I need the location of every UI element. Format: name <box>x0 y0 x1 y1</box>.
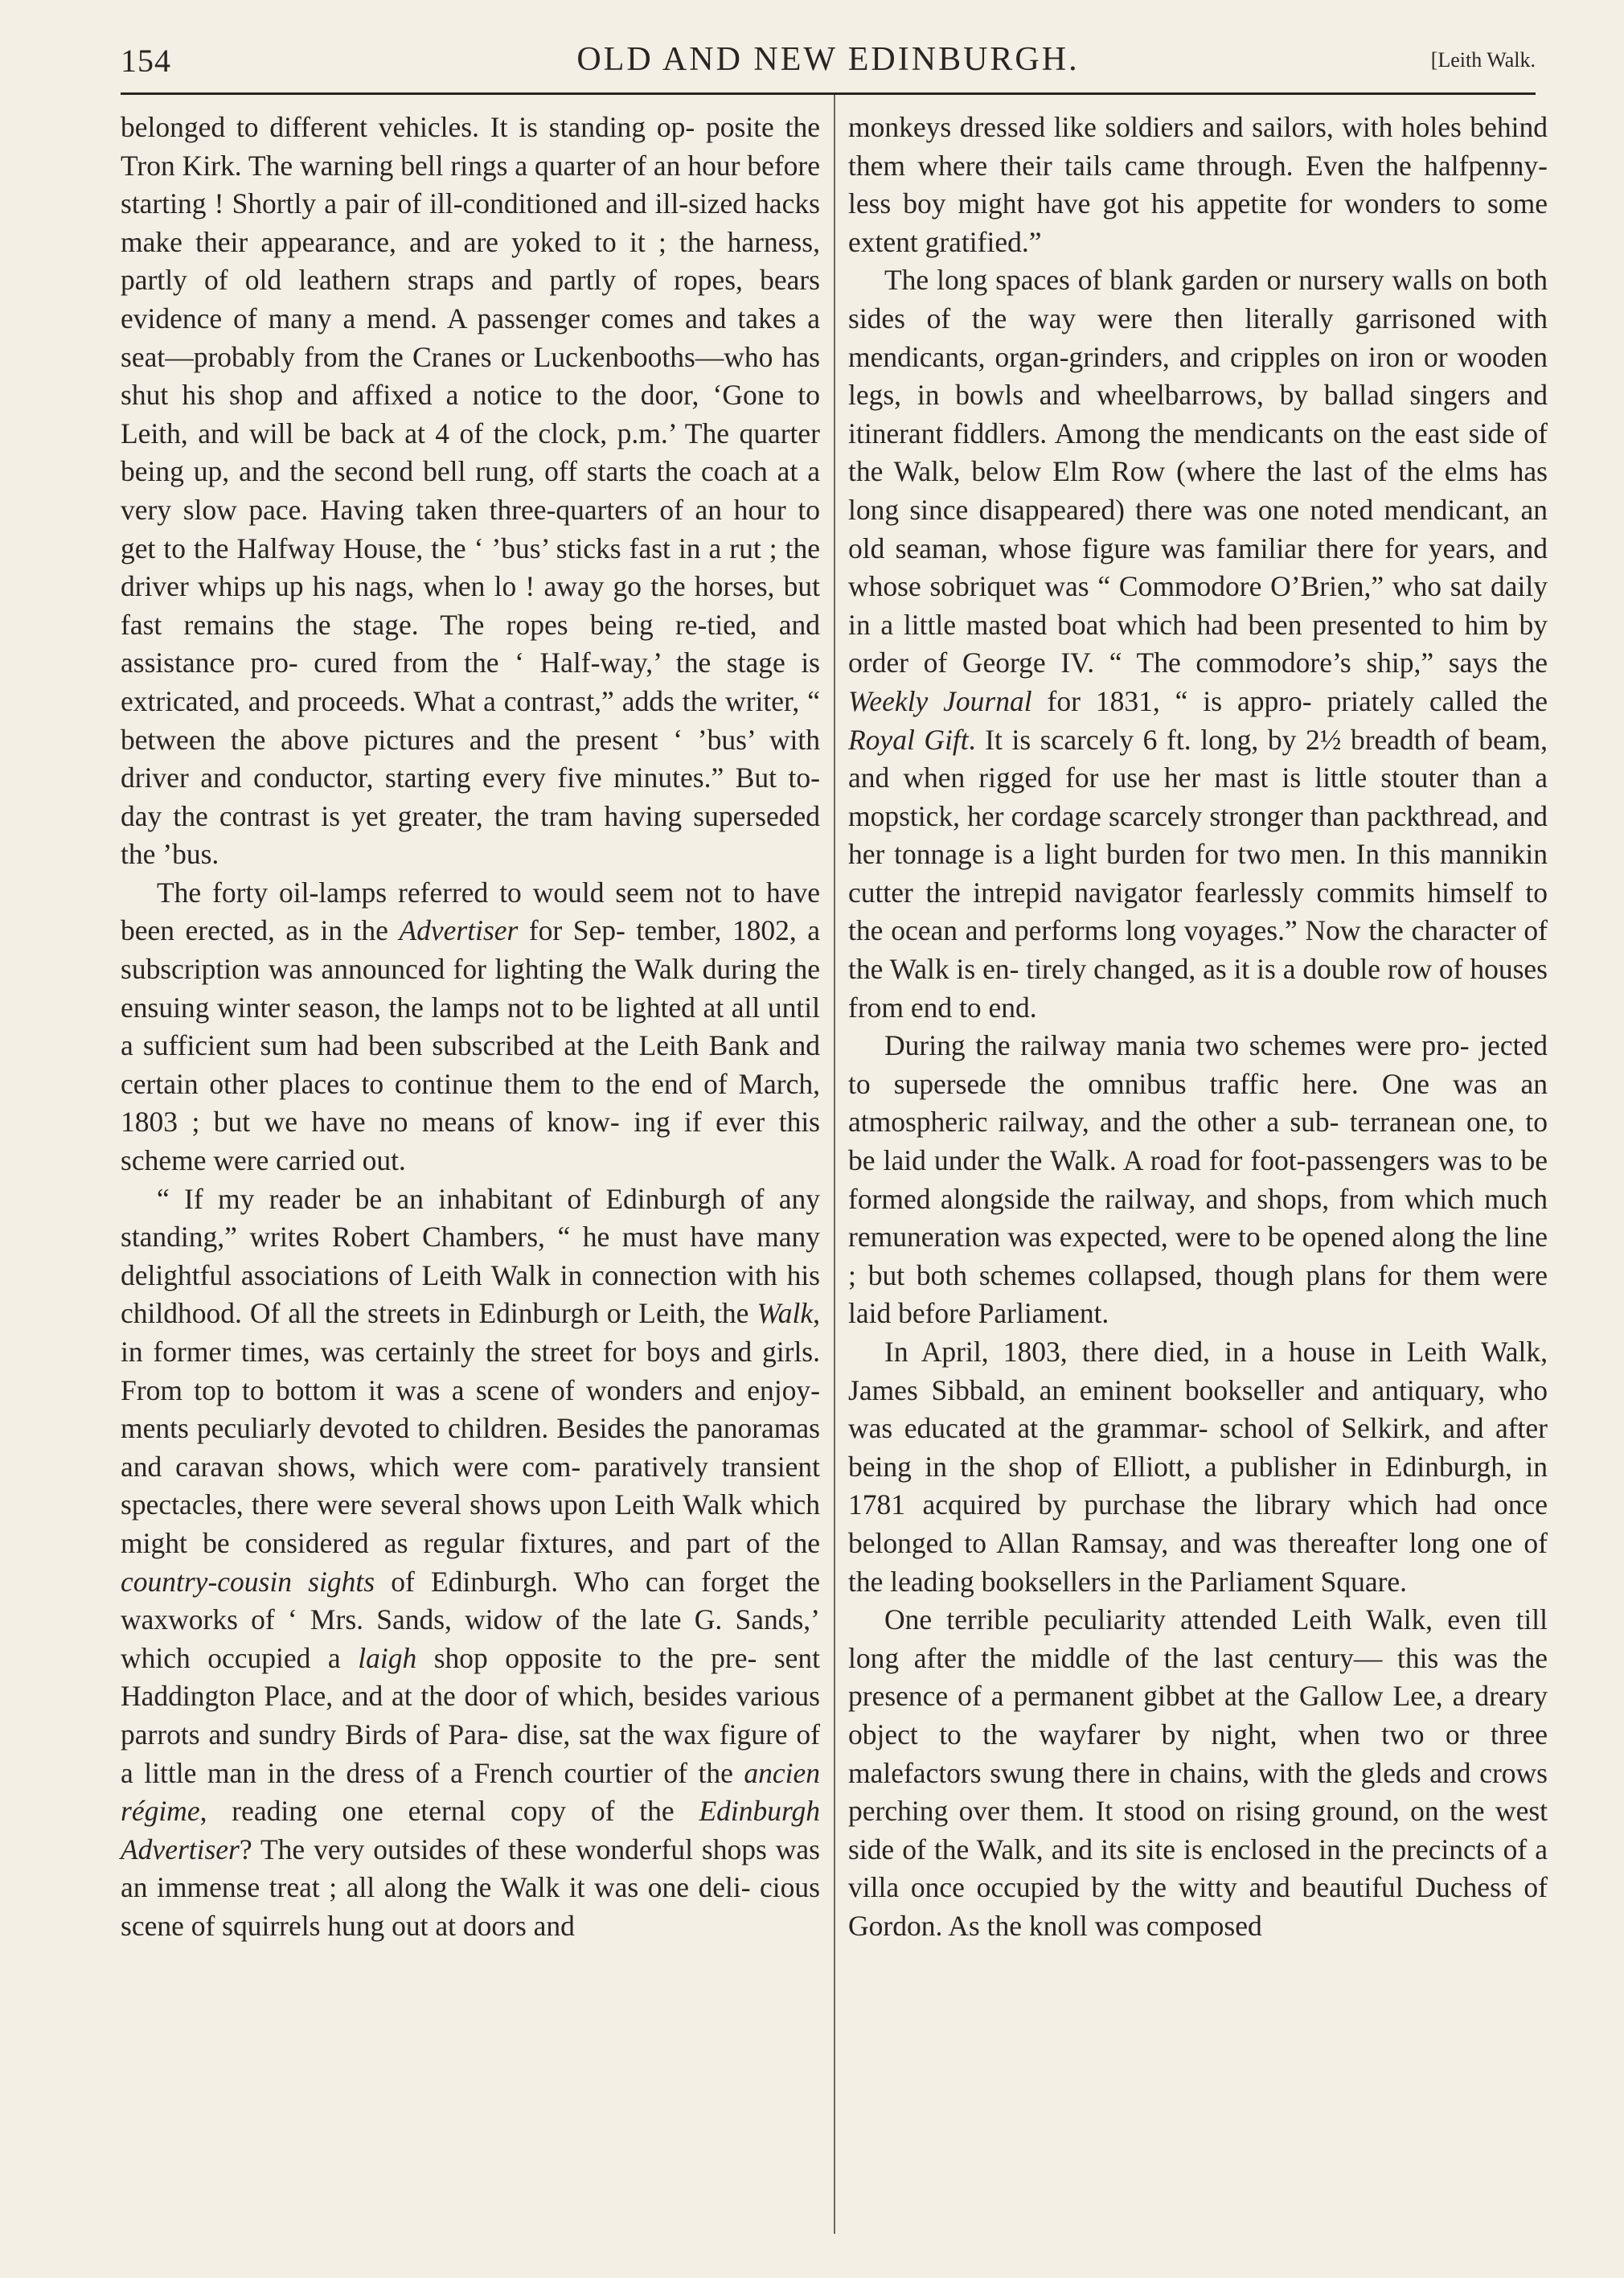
header-rule <box>121 92 1536 95</box>
paragraph: “ If my reader be an inhabitant of Edinburgh of any standing,” writes Robert Chambers, “ he must have many delightful associations of Leith Walk in connection with his childhood. Of all the streets in Edinburgh or Leith, the Walk, in former times, was certainly the street for boys and girls. From top to bottom it was a scene of wonders and enjoy- ments peculiarly devoted to children. Besides the panoramas and caravan shows, which were com- paratively transient spectacles, there were several shows upon Leith Walk which might be considered as regular fixtures, and part of the country-cousin sights of Edinburgh. Who can forget the waxworks of ‘ Mrs. Sands, widow of the late G. Sands,’ which occupied a laigh shop opposite to the pre- sent Haddington Place, and at the door of which, besides various parrots and sundry Birds of Para- dise, sat the wax figure of a little man in the dress of a French courtier of the ancien régime, reading one eternal copy of the Edinburgh Advertiser? The very outsides of these wonderful shops was an immense treat ; all along the Walk it was one deli- cious scene of squirrels hung out at doors and <box>121 1182 821 1942</box>
running-header <box>121 39 1536 87</box>
left-column <box>121 109 820 1946</box>
paragraph: During the railway mania two schemes were pro- jected to supersede the omnibus traffic here. One was an atmospheric railway, and the other a sub- terranean one, to be laid under the Walk. A road for foot-passengers was to be formed alongside the railway, and shops, from which much remuneration was expected, were to be opened along the line ; but both schemes collapsed, though plans for them were laid before Parliament. <box>848 1029 1548 1330</box>
page-number: 154 <box>121 43 171 79</box>
paragraph: The forty oil-lamps referred to would seem not to have been erected, as in the Advertiser for Sep- tember, 1802, a subscription was announced for lighting the Walk during the ensuing winter season, the lamps not to be lighted at all until a sufficient sum had been subscribed at the Leith Bank and certain other places to continue them to the end of March, 1803 ; but we have no means of know- ing if ever this scheme were carried out. <box>121 876 820 1177</box>
paragraph: One terrible peculiarity attended Leith Walk, even till long after the middle of the last century— this was the presence of a permanent gibbet at the Gallow Lee, a dreary object to the wayfarer by night, when two or three malefactors swung there in chains, with the gleds and crows perching over them. It stood on rising ground, on the west side of the Walk, and its site is enclosed in the precincts of a villa once occupied by the witty and beautiful Duchess of Gordon. As the knoll was composed <box>848 1603 1548 1942</box>
book-title: OLD AND NEW EDINBURGH. <box>576 41 1080 78</box>
paragraph: In April, 1803, there died, in a house in Leith Walk, James Sibbald, an eminent bookseller and antiquary, who was educated at the grammar- school of Selkirk, and after being in the shop of Elliott, a publisher in Edinburgh, in 1781 acquired by purchase the library which had once belonged to Allan Ramsay, and was thereafter long one of the leading booksellers in the Parliament Square. <box>848 1336 1548 1598</box>
column-divider <box>834 95 835 2234</box>
paragraph: belonged to different vehicles. It is standing op- posite the Tron Kirk. The warning bell rings a quarter of an hour before starting ! Shortly a pair of ill-conditioned and ill-sized hacks make their appearance, and are yoked to it ; the harness, partly of old leathern straps and partly of ropes, bears evidence of many a mend. A passenger comes and takes a seat—probably from the Cranes or Luckenbooths—who has shut his shop and affixed a notice to the door, ‘Gone to Leith, and will be back at 4 of the clock, p.m.’ The quarter being up, and the second bell rung, off starts the coach at a very slow pace. Having taken three-quarters of an hour to get to the Halfway House, the ‘ ’bus’ sticks fast in a rut ; the driver whips up his nags, when lo ! away go the horses, but fast remains the stage. The ropes being re-tied, and assistance pro- cured from the ‘ Half-way,’ the stage is extricated, and proceeds. What a contrast,” adds the writer, “ between the above pictures and the present ‘ ’bus’ with driver and conductor, starting every five minutes.” But to-day the contrast is yet greater, the tram having superseded the ’bus. <box>121 111 820 871</box>
paragraph: The long spaces of blank garden or nursery walls on both sides of the way were then literally garrisoned with mendicants, organ-grinders, and cripples on iron or wooden legs, in bowls and wheelbarrows, by ballad singers and itinerant fiddlers. Among the mendicants on the east side of the Walk, below Elm Row (where the last of the elms has long since disappeared) there was one noted mendicant, an old seaman, whose figure was familiar there for years, and whose sobriquet was “ Commodore O’Brien,” who sat daily in a little masted boat which had been presented to him by order of George IV. “ The commodore’s ship,” says the Weekly Journal for 1831, “ is appro- priately called the Royal Gift. It is scarcely 6 ft. long, by 2½ breadth of beam, and when rigged for use her mast is little stouter than a mopstick, her cordage scarcely stronger than packthread, and her tonnage is a light burden for two men. In this mannikin cutter the intrepid navigator fearlessly commits himself to the ocean and performs long voyages.” Now the character of the Walk is en- tirely changed, as it is a double row of houses from end to end. <box>848 264 1548 1024</box>
right-column <box>848 109 1548 1946</box>
section-label: [Leith Walk. <box>1430 48 1536 72</box>
paragraph: monkeys dressed like soldiers and sailors, with holes behind them where their tails came through. Even the halfpenny-less boy might have got his appetite for wonders to some extent gratified.” <box>848 111 1548 258</box>
